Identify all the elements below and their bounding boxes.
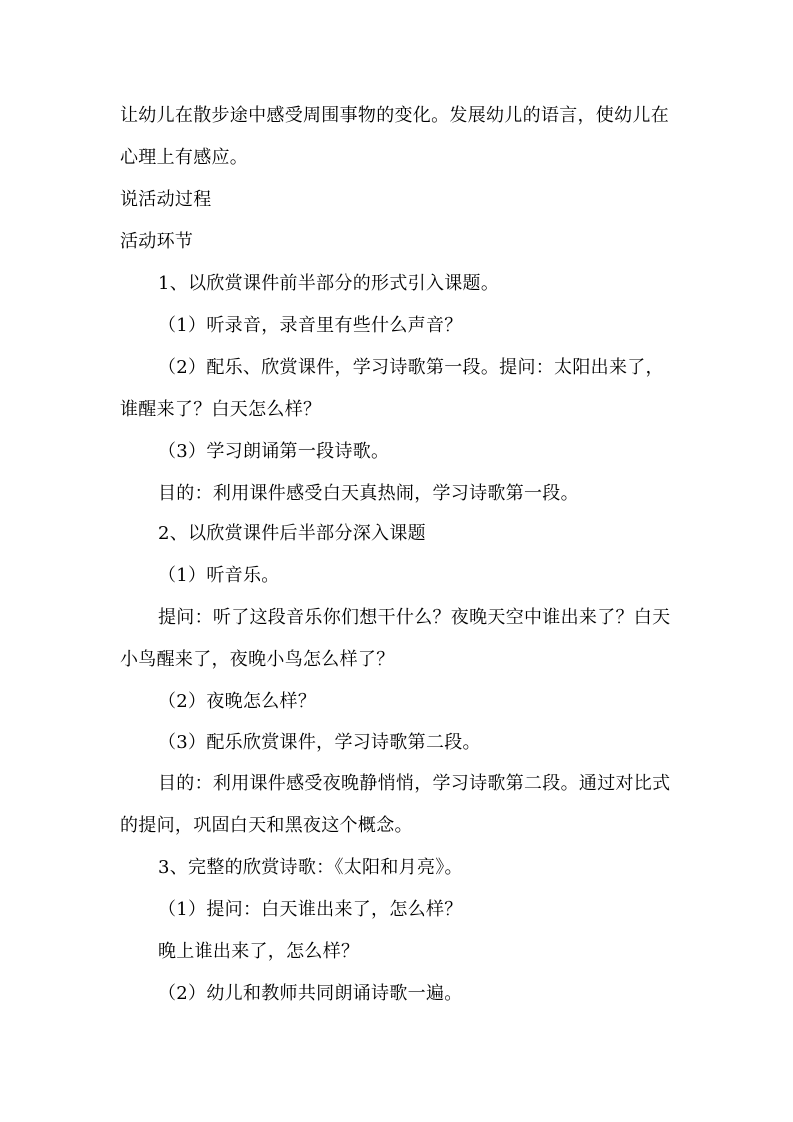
sub-step: （2）幼儿和教师共同朗诵诗歌一遍。: [158, 983, 463, 1004]
paragraph-line: 让幼儿在散步途中感受周围事物的变化。发展幼儿的语言，使幼儿在: [120, 105, 669, 126]
step-heading: 1、以欣赏课件前半部分的形式引入课题。: [158, 273, 500, 294]
sub-step-continuation: 谁醒来了？白天怎么样？: [120, 399, 322, 420]
step-heading: 2、以欣赏课件后半部分深入课题: [158, 523, 426, 544]
section-heading: 说活动过程: [120, 189, 212, 210]
sub-step: （1）提问：白天谁出来了，怎么样？: [158, 899, 463, 920]
sub-step: （1）听音乐。: [158, 565, 280, 586]
sub-step: （2）夜晚怎么样？: [158, 691, 317, 712]
sub-step: （2）配乐、欣赏课件，学习诗歌第一段。提问：太阳出来了，: [158, 357, 664, 378]
question-continuation: 小鸟醒来了，夜晚小鸟怎么样了？: [120, 649, 395, 670]
paragraph-line: 心理上有感应。: [120, 147, 249, 168]
sub-step: （1）听录音，录音里有些什么声音？: [158, 315, 463, 336]
purpose-line: 目的：利用课件感受夜晚静悄悄，学习诗歌第二段。通过对比式: [158, 773, 671, 794]
purpose-continuation: 的提问，巩固白天和黑夜这个概念。: [120, 815, 413, 836]
step-heading: 3、完整的欣赏诗歌：《太阳和月亮》。: [158, 857, 463, 878]
purpose-line: 目的：利用课件感受白天真热闹，学习诗歌第一段。: [158, 483, 579, 504]
subsection-heading: 活动环节: [120, 231, 194, 252]
sub-step: （3）配乐欣赏课件，学习诗歌第二段。: [158, 732, 481, 753]
sub-step: （3）学习朗诵第一段诗歌。: [158, 441, 390, 462]
question-line: 晚上谁出来了，怎么样？: [158, 941, 360, 962]
question-line: 提问：听了这段音乐你们想干什么？夜晚天空中谁出来了？白天: [158, 607, 671, 628]
